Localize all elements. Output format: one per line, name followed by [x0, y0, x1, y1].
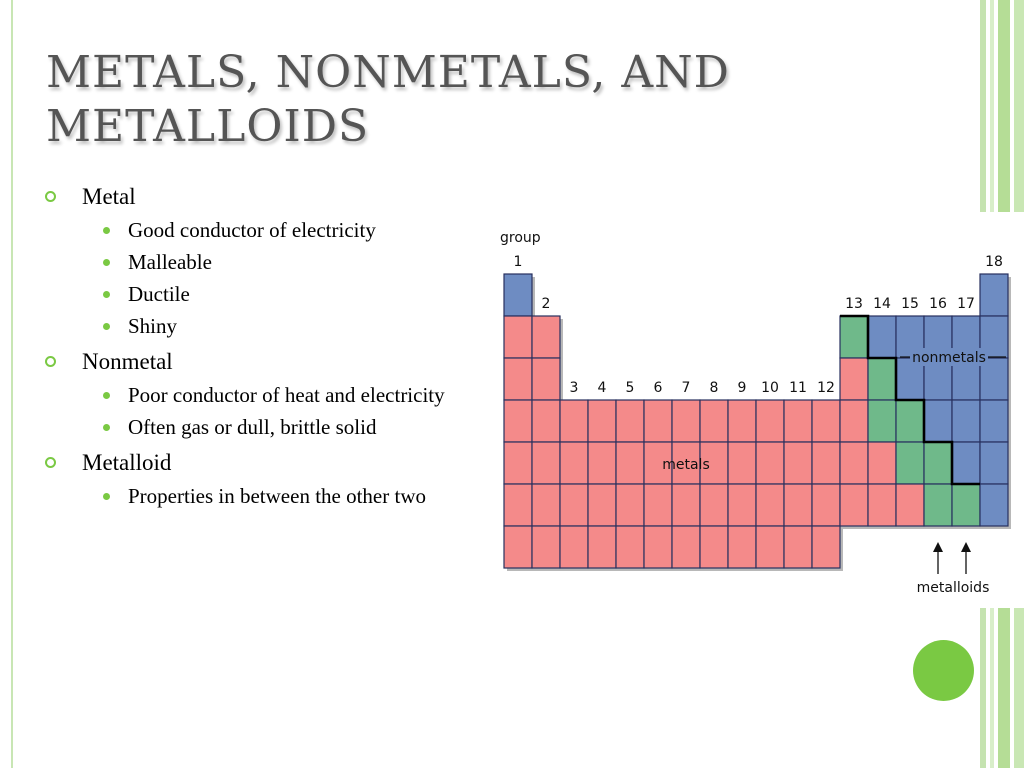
- arrow-head-icon: [961, 542, 971, 552]
- group-number-label: 11: [789, 380, 807, 396]
- element-cell-metalloid: [840, 316, 868, 358]
- element-cell-metal: [700, 526, 728, 568]
- ring-bullet-icon: [45, 191, 56, 202]
- element-cell-metal: [532, 316, 560, 358]
- element-cell-metal: [504, 316, 532, 358]
- periodic-table-diagram: [496, 222, 1016, 607]
- element-cell-metal: [756, 400, 784, 442]
- group-number-label: 6: [653, 380, 663, 396]
- left-border-line: [11, 0, 13, 768]
- metalloid-arrows: [933, 542, 971, 574]
- element-cell-metal: [784, 442, 812, 484]
- element-cell-metal: [588, 442, 616, 484]
- element-cell-metal: [560, 442, 588, 484]
- element-cell-metal: [504, 358, 532, 400]
- element-cell-metal: [532, 484, 560, 526]
- dot-bullet-icon: [103, 424, 110, 431]
- dot-bullet-icon: [103, 227, 110, 234]
- element-cell-metal: [784, 526, 812, 568]
- periodic-table-svg: [496, 222, 1016, 602]
- group-number-label: 4: [597, 380, 607, 396]
- group-number-label: 18: [985, 254, 1003, 270]
- element-cell-metal: [672, 400, 700, 442]
- element-cell-metal: [700, 484, 728, 526]
- element-cell-metal: [896, 484, 924, 526]
- element-cell-metal: [560, 526, 588, 568]
- sub-bullet-text: Malleable: [128, 250, 212, 274]
- sub-bullet-text: Poor conductor of heat and electricity: [128, 383, 445, 407]
- element-cell-metal: [616, 400, 644, 442]
- element-cell-metal: [560, 484, 588, 526]
- element-cell-metal: [588, 400, 616, 442]
- group-number-label: 16: [929, 296, 947, 312]
- group-number-label: 17: [957, 296, 975, 312]
- element-cell-metal: [504, 526, 532, 568]
- element-cell-metal: [644, 484, 672, 526]
- element-cell-metal: [532, 400, 560, 442]
- bullet-text: Metal: [82, 184, 136, 209]
- slide-title-line-1: METALS, NONMETALS, AND: [46, 47, 730, 98]
- sub-bullet: [42, 217, 482, 243]
- sub-bullet-text: Ductile: [128, 282, 190, 306]
- element-cell-metal: [728, 400, 756, 442]
- group-number-label: 1: [513, 254, 523, 270]
- sub-bullet: [42, 313, 482, 339]
- metals-label: metals: [662, 457, 710, 473]
- element-cell-metal: [560, 400, 588, 442]
- element-cell-metalloid: [868, 400, 896, 442]
- element-cell-metal: [616, 484, 644, 526]
- metalloids-label: metalloids: [916, 580, 990, 596]
- bullet-nonmetal: [42, 345, 482, 379]
- group-number-label: 5: [625, 380, 635, 396]
- element-cell-metal: [532, 526, 560, 568]
- element-cell-metal: [672, 526, 700, 568]
- element-cell-metalloid: [924, 442, 952, 484]
- group-number-label: 12: [817, 380, 835, 396]
- element-cell-metal: [728, 484, 756, 526]
- element-cell-nonmetal: [980, 484, 1008, 526]
- element-cell-metal: [812, 400, 840, 442]
- element-cell-nonmetal: [952, 442, 980, 484]
- bullet-list: [42, 178, 482, 515]
- sub-bullet-text: Shiny: [128, 314, 178, 338]
- dot-bullet-icon: [103, 291, 110, 298]
- sub-bullet-text: Properties in between the other two: [128, 484, 426, 508]
- element-cell-metal: [784, 400, 812, 442]
- element-cell-metal: [672, 484, 700, 526]
- element-cell-metal: [756, 484, 784, 526]
- element-cell-metal: [644, 400, 672, 442]
- dot-bullet-icon: [103, 259, 110, 266]
- sub-bullet: [42, 281, 482, 307]
- element-cell-metal: [812, 484, 840, 526]
- ring-bullet-icon: [45, 457, 56, 468]
- element-cell-metal: [700, 400, 728, 442]
- element-cell-nonmetal: [504, 274, 532, 316]
- element-cell-metal: [644, 526, 672, 568]
- element-cell-metal: [616, 442, 644, 484]
- bullet-text: Nonmetal: [82, 349, 173, 374]
- element-cell-metal: [588, 526, 616, 568]
- element-cell-metal: [812, 442, 840, 484]
- element-cell-metal: [504, 484, 532, 526]
- bullet-metalloid: [42, 446, 482, 480]
- group-number-label: 8: [709, 380, 719, 396]
- sub-bullet: [42, 483, 458, 509]
- element-cell-metal: [840, 400, 868, 442]
- dot-bullet-icon: [103, 392, 110, 399]
- element-cell-metalloid: [896, 442, 924, 484]
- arrow-head-icon: [933, 542, 943, 552]
- group-label: group: [500, 230, 541, 246]
- bullet-metal: [42, 180, 482, 214]
- group-number-label: 14: [873, 296, 891, 312]
- element-cell-nonmetal: [868, 316, 896, 358]
- element-cell-metal: [532, 358, 560, 400]
- dot-bullet-icon: [103, 493, 110, 500]
- ring-bullet-icon: [45, 356, 56, 367]
- element-cell-metal: [868, 442, 896, 484]
- element-cell-nonmetal: [952, 400, 980, 442]
- element-cell-nonmetal: [980, 442, 1008, 484]
- group-number-label: 7: [681, 380, 691, 396]
- group-number-label: 10: [761, 380, 779, 396]
- sub-bullet-text: Often gas or dull, brittle solid: [128, 415, 377, 439]
- table-cells: [504, 274, 1008, 568]
- decorative-green-circle: [913, 640, 974, 701]
- group-number-label: 13: [845, 296, 863, 312]
- group-number-label: 2: [541, 296, 551, 312]
- element-cell-metal: [756, 526, 784, 568]
- element-cell-nonmetal: [924, 400, 952, 442]
- element-cell-metal: [616, 526, 644, 568]
- nonmetals-label: nonmetals: [912, 350, 986, 366]
- sub-bullet: [42, 414, 458, 440]
- element-cell-metal: [840, 484, 868, 526]
- element-cell-nonmetal: [980, 274, 1008, 316]
- sub-bullet: [42, 249, 482, 275]
- element-cell-metalloid: [896, 400, 924, 442]
- element-cell-metal: [756, 442, 784, 484]
- bullet-text: Metalloid: [82, 450, 172, 475]
- element-cell-metal: [840, 358, 868, 400]
- element-cell-metalloid: [868, 358, 896, 400]
- element-cell-metalloid: [924, 484, 952, 526]
- element-cell-metal: [728, 442, 756, 484]
- group-number-label: 3: [569, 380, 579, 396]
- element-cell-metal: [840, 442, 868, 484]
- slide-title: [46, 46, 746, 154]
- group-number-label: 15: [901, 296, 919, 312]
- group-number-label: 9: [737, 380, 747, 396]
- element-cell-metal: [532, 442, 560, 484]
- element-cell-metal: [504, 442, 532, 484]
- element-cell-metal: [728, 526, 756, 568]
- sub-bullet-text: Good conductor of electricity: [128, 218, 376, 242]
- element-cell-metalloid: [952, 484, 980, 526]
- element-cell-metal: [504, 400, 532, 442]
- element-cell-metal: [588, 484, 616, 526]
- element-cell-metal: [812, 526, 840, 568]
- element-cell-metal: [868, 484, 896, 526]
- dot-bullet-icon: [103, 323, 110, 330]
- element-cell-metal: [784, 484, 812, 526]
- element-cell-nonmetal: [980, 400, 1008, 442]
- slide-title-line-2: METALLOIDS: [46, 101, 370, 152]
- sub-bullet: [42, 382, 458, 408]
